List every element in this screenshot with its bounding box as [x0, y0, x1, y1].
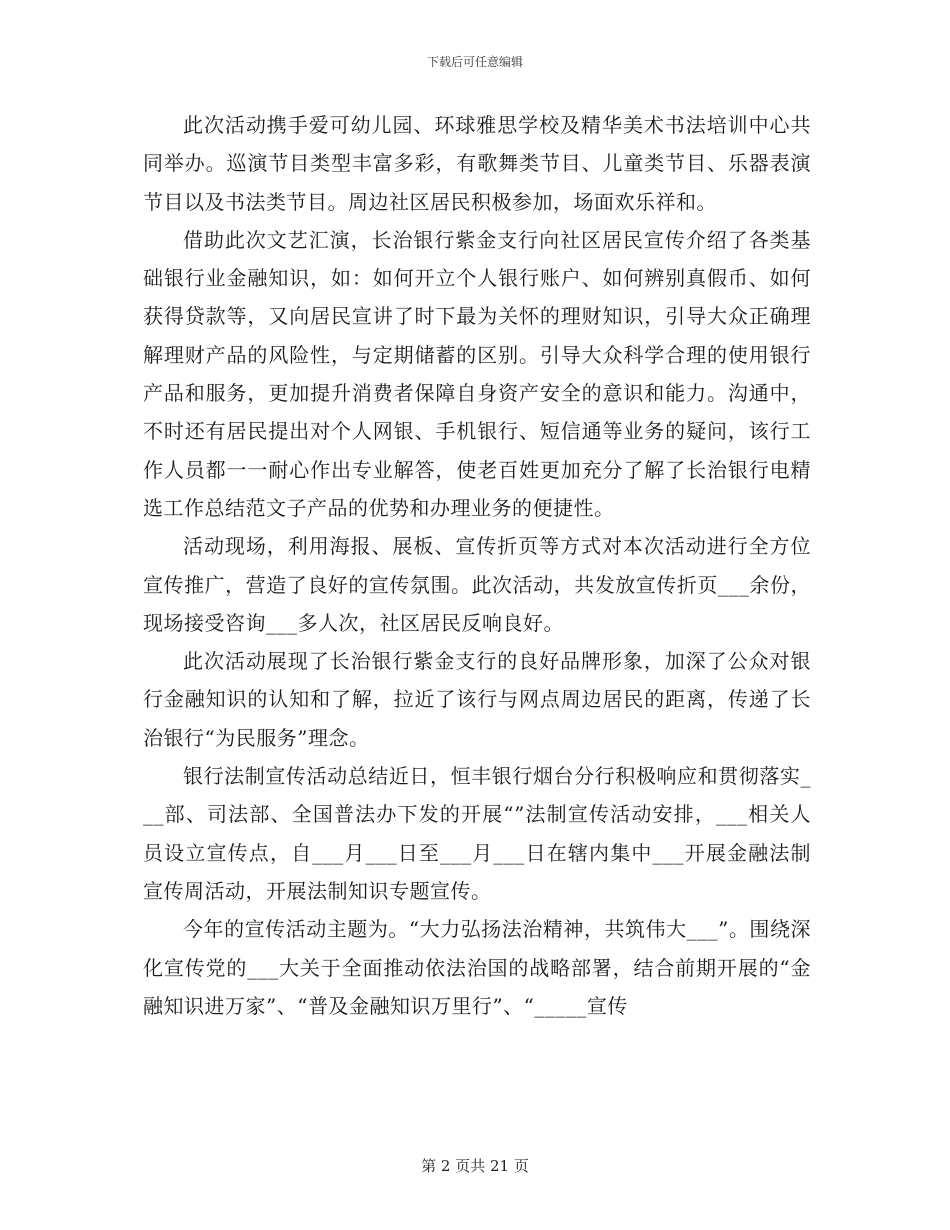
page-header: 下载后可任意编辑 — [426, 55, 523, 69]
paragraph: 银行法制宣传活动总结近日，恒丰银行烟台分行积极响应和贯彻落实___部、司法部、全国普法办下发的开展“”法制宣传活动安排，___相关人员设立宣传点，自___月___日至___月___日在辖内集中___开展金融法制宣传周活动，开展法制知识专题宣传。 — [143, 764, 811, 903]
paragraph: 借助此次文艺汇演，长治银行紫金支行向社区居民宣传介绍了各类基础银行业金融知识，如：如何开立个人银行账户、如何辨别真假币、如何获得贷款等，又向居民宣讲了时下最为关怀的理财知识，引导大众正确理解理财产品的风险性，与定期储蓄的区别。引导大众科学合理的使用银行产品和服务，更加提升消费者保障自身资产安全的意识和能力。沟通中，不时还有居民提出对个人网银、手机银行、短信通等业务的疑问，该行工作人员都一一耐心作出专业解答，使老百姓更加充分了解了长治银行电精选工作总结范文子产品的优势和办理业务的便捷性。 — [143, 227, 811, 520]
paragraph: 今年的宣传活动主题为。“大力弘扬法治精神，共筑伟大___”。围绕深化宣传党的___大关于全面推动依法治国的战略部署，结合前期开展的“金融知识进万家”、“普及金融知识万里行”、“_____宣传 — [143, 917, 811, 1018]
paragraph: 此次活动展现了长治银行紫金支行的良好品牌形象，加深了公众对银行金融知识的认知和了解，拉近了该行与网点周边居民的距离，传递了长治银行“为民服务”理念。 — [143, 649, 811, 750]
paragraph: 活动现场，利用海报、展板、宣传折页等方式对本次活动进行全方位宣传推广，营造了良好的宣传氛围。此次活动，共发放宣传折页___余份，现场接受咨询___多人次，社区居民反响良好。 — [143, 534, 811, 635]
document-body — [143, 106, 811, 1025]
page-number-footer: 第 2 页共 21 页 — [421, 1157, 529, 1175]
paragraph: 此次活动携手爱可幼儿园、环球雅思学校及精华美术书法培训中心共同举办。巡演节目类型丰富多彩，有歌舞类节目、儿童类节目、乐器表演节目以及书法类节目。周边社区居民积极参加，场面欢乐祥和。 — [143, 113, 811, 214]
